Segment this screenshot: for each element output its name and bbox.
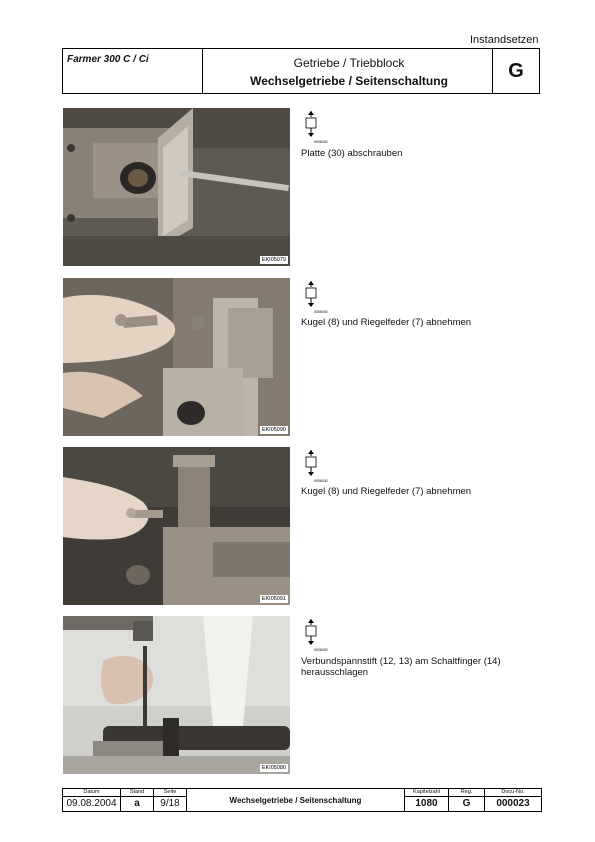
footer-docu: 000023 [485, 797, 542, 812]
photo-image [63, 447, 290, 605]
step-photo [63, 447, 290, 605]
photo-image [63, 616, 290, 774]
photo-code: EKI05080 [261, 765, 286, 771]
section-label: Instandsetzen [470, 34, 539, 46]
step-photo [63, 278, 290, 436]
header-subtitle: Getriebe / Triebblock [293, 56, 405, 70]
header-title: Wechselgetriebe / Seitenschaltung [250, 74, 448, 88]
photo-code: EKI05079 [261, 257, 286, 263]
footer-reg: G [449, 797, 485, 812]
photo-code: EKI05091 [261, 596, 286, 602]
model-name: Farmer 300 C / Ci [63, 49, 203, 93]
footer-page: 9/18 [154, 797, 187, 812]
footer-label-reg: Reg. [449, 789, 485, 797]
step-instruction: Platte (30) abschrauben [301, 148, 403, 159]
footer-stand: a [121, 797, 154, 812]
step-photo [63, 616, 290, 774]
step-instruction: Verbundspannstift (12, 13) am Schaltfinger (14) herausschlagen [301, 656, 501, 678]
footer-date: 09.08.2004 [63, 797, 121, 812]
footer-label-stand: Stand [121, 789, 154, 797]
footer-chapter-no: 1080 [405, 797, 449, 812]
tool-pointer-icon [302, 449, 328, 483]
document-footer [62, 788, 541, 812]
footer-label-chapter-no: Kapitelzahl [405, 789, 449, 797]
footer-label-date: Datum [63, 789, 121, 797]
icon-code: 0006030 [314, 310, 328, 314]
icon-code: 0006030 [314, 648, 328, 652]
tool-pointer-icon [302, 618, 328, 652]
footer-label-docu: Docu-No. [485, 789, 542, 797]
step-instruction: Kugel (8) und Riegelfeder (7) abnehmen [301, 486, 472, 497]
photo-image [63, 278, 290, 436]
step-photo [63, 108, 290, 266]
icon-code: 0006030 [314, 140, 328, 144]
step-instruction: Kugel (8) und Riegelfeder (7) abnehmen [301, 317, 472, 328]
footer-title: Wechselgetriebe / Seitenschaltung [187, 789, 405, 812]
tool-pointer-icon [302, 280, 328, 314]
photo-image [63, 108, 290, 266]
tool-pointer-icon [302, 110, 328, 144]
photo-code: EKI05090 [261, 427, 286, 433]
header-titles [203, 49, 495, 93]
chapter-letter: G [492, 49, 539, 93]
footer-label-page: Seite [154, 789, 187, 797]
icon-code: 0006030 [314, 479, 328, 483]
document-header [62, 48, 540, 94]
